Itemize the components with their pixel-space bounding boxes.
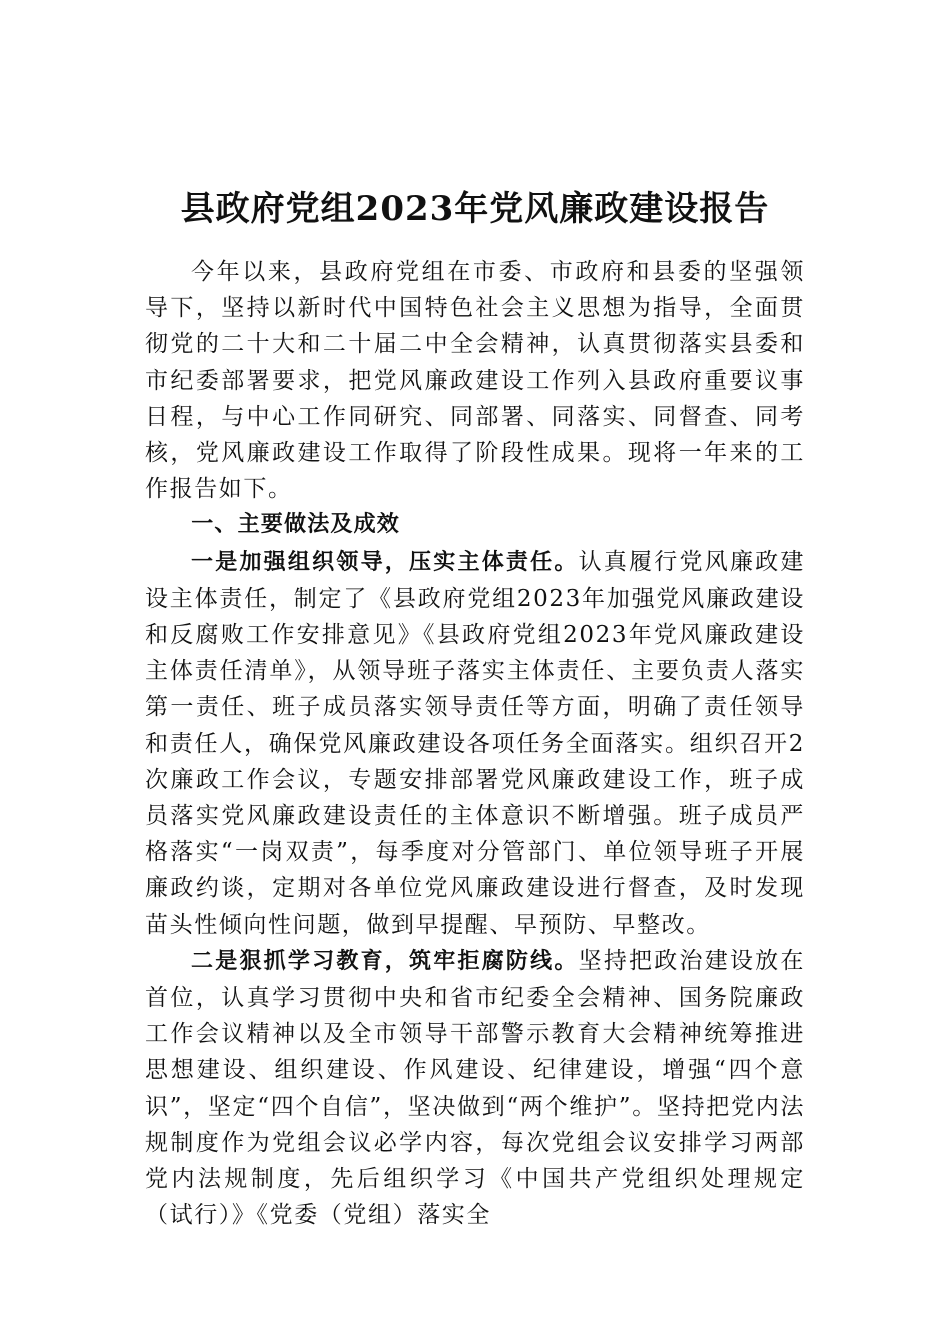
document-title: 县政府党组2023年党风廉政建设报告 [180,188,770,229]
point-two-paragraph [145,943,805,1234]
point-one-body: 认真履行党风廉政建设主体责任，制定了《县政府党组2023年加强党风廉政建设和反腐败工作安排意见》《县政府党组2023年党风廉政建设主体责任清单》，从领导班子落实主体责任、主要负责人落实第一责任、班子成员落实领导责任等方面，明确了责任领导和责任人，确保党风廉政建设各项任务全面落实。组织召开2次廉政工作会议，专题安排部署党风廉政建设工作，班子成员落实党风廉政建设责任的主体意识不断增强。班子成员严格落实“一岗双责”，每季度对分管部门、单位领导班子开展廉政约谈，定期对各单位党风廉政建设进行督查，及时发现苗头性倾向性问题，做到早提醒、早预防、早整改。 [145,548,805,938]
point-two-body: 坚持把政治建设放在首位，认真学习贯彻中央和省市纪委全会精神、国务院廉政工作会议精神以及全市领导干部警示教育大会精神统筹推进思想建设、组织建设、作风建设、纪律建设，增强“四个意识”，坚定“四个自信”，坚决做到“两个维护”。坚持把党内法规制度作为党组会议必学内容，每次党组会议安排学习两部党内法规制度，先后组织学习《中国共产党组织处理规定（试行）》《党委（党组）落实全 [145,947,805,1229]
section-heading: 一、主要做法及成效 [191,512,400,538]
point-one-lead: 一是加强组织领导，压实主体责任。 [191,549,579,575]
point-one-paragraph [145,544,805,943]
point-two-lead: 二是狠抓学习教育，筑牢拒腐防线。 [191,948,579,974]
document-body [145,254,805,1233]
intro-paragraph: 今年以来，县政府党组在市委、市政府和县委的坚强领导下，坚持以新时代中国特色社会主义思想为指导，全面贯彻党的二十大和二十届二中全会精神，认真贯彻落实县委和市纪委部署要求，把党风廉政建设工作列入县政府重要议事日程，与中心工作同研究、同部署、同落实、同督查、同考核，党风廉政建设工作取得了阶段性成果。现将一年来的工作报告如下。 [145,259,805,503]
